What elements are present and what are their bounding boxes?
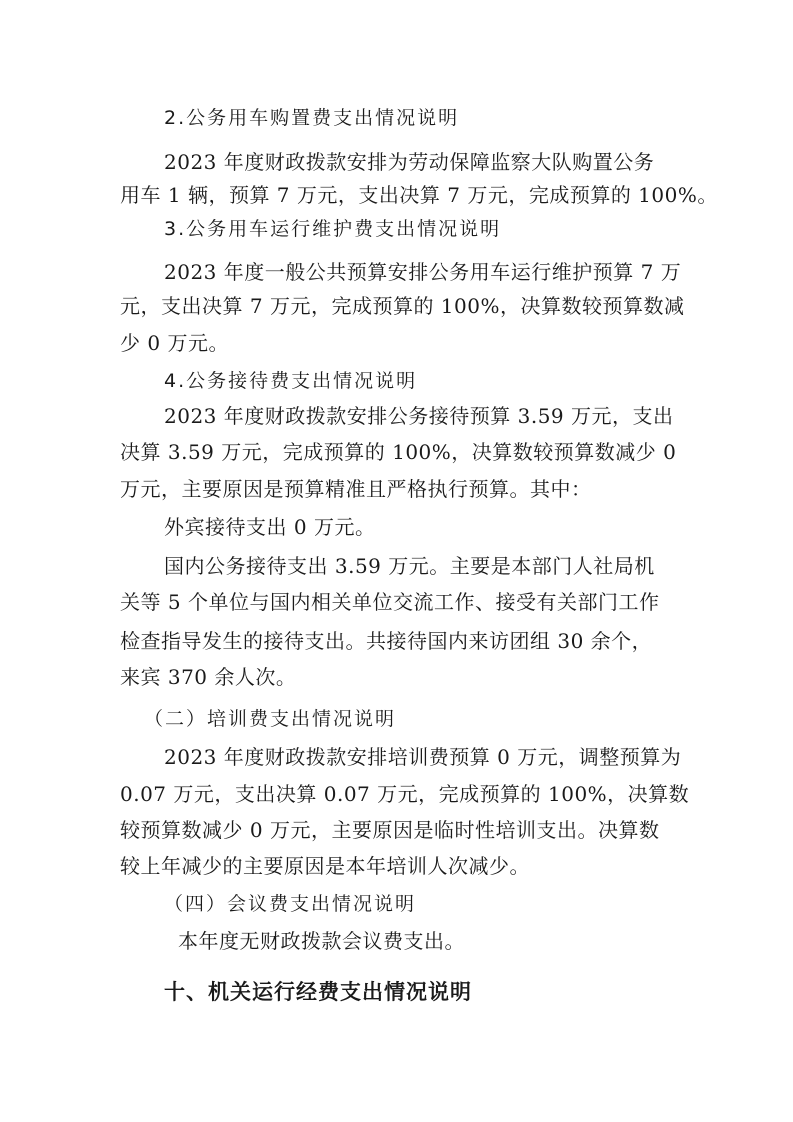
paragraph-line: 较预算数减少 0 万元，主要原因是临时性培训支出。决算数	[120, 818, 660, 842]
section-heading-meeting: （四）会议费支出情况说明	[164, 893, 417, 915]
paragraph-line: 2023 年度一般公共预算安排公务用车运行维护预算 7 万	[164, 260, 682, 284]
paragraph-line: 检查指导发生的接待支出。共接待国内来访团组 30 余个，	[120, 629, 653, 653]
paragraph-line: 本年度无财政拨款会议费支出。	[178, 929, 465, 953]
paragraph-line: 决算 3.59 万元，完成预算的 100%，决算数较预算数减少 0	[120, 440, 677, 464]
paragraph-line: 元，支出决算 7 万元，完成预算的 100%，决算数较预算数减	[120, 294, 685, 318]
paragraph-line: 来宾 370 余人次。	[120, 665, 297, 689]
paragraph-line: 关等 5 个单位与国内相关单位交流工作、接受有关部门工作	[120, 590, 660, 614]
paragraph-line: 2023 年度财政拨款安排公务接待预算 3.59 万元，支出	[164, 404, 674, 428]
paragraph-line: 较上年减少的主要原因是本年培训人次减少。	[120, 854, 530, 878]
paragraph-line: 外宾接待支出 0 万元。	[164, 515, 376, 539]
paragraph-line: 国内公务接待支出 3.59 万元。主要是本部门人社局机	[164, 554, 655, 578]
section-heading-reception: 4.公务接待费支出情况说明	[164, 370, 418, 392]
section-heading-training: （二）培训费支出情况说明	[144, 708, 397, 730]
paragraph-line: 万元，主要原因是预算精准且严格执行预算。其中：	[120, 477, 592, 501]
paragraph-line: 2023 年度财政拨款安排为劳动保障监察大队购置公务	[164, 150, 655, 174]
section-heading-car-purchase: 2.公务用车购置费支出情况说明	[164, 107, 460, 129]
paragraph-line: 0.07 万元，支出决算 0.07 万元，完成预算的 100%，决算数	[120, 782, 690, 806]
main-heading: 十、机关运行经费支出情况说明	[164, 980, 472, 1004]
paragraph-line: 少 0 万元。	[120, 331, 229, 355]
paragraph-line: 2023 年度财政拨款安排培训费预算 0 万元，调整预算为	[164, 745, 682, 769]
section-heading-car-maintenance: 3.公务用车运行维护费支出情况说明	[164, 218, 502, 240]
paragraph-line: 用车 1 辆，预算 7 万元，支出决算 7 万元，完成预算的 100%。	[120, 183, 718, 207]
